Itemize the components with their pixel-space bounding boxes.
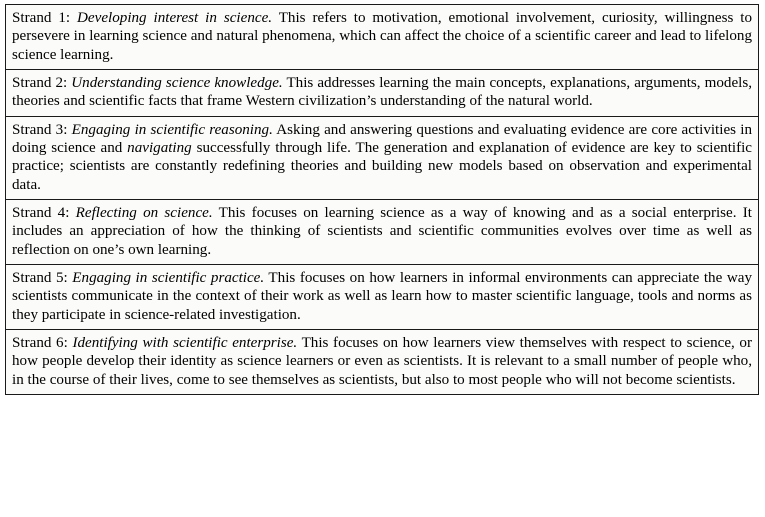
table-row <box>6 69 759 116</box>
strand-title-5: Engaging in scientific practice. <box>72 269 265 286</box>
strands-table-body <box>6 5 759 395</box>
strand-label-5: Strand 5: <box>12 269 68 286</box>
strand-cell-3 <box>6 116 759 199</box>
strand-cell-5 <box>6 264 759 329</box>
strand-title-3: Engaging in scientific reasoning. <box>71 121 273 138</box>
strand-body-b-3: successfully through life. The generation and explanation of evidence are key to scientific practice; scientists are constantly redefining theories and building new models based on observation and experimental data. <box>12 139 753 193</box>
strand-cell-1 <box>6 5 759 70</box>
strand-cell-4 <box>6 199 759 264</box>
strand-title-4: Reflecting on science. <box>75 204 213 221</box>
strand-label-3: Strand 3: <box>12 121 68 138</box>
table-row <box>6 264 759 329</box>
table-row <box>6 116 759 199</box>
strand-body-a-5: This focuses on how learners in informal environments can appreciate the way scientists communicate in the context of their work as well as learn how to master scientific language, tools and norms as they participate in science-related investigation. <box>12 269 753 323</box>
table-row <box>6 329 759 394</box>
strand-body-a-3: Asking and answering questions and evaluating evidence are core activities in doing science and <box>12 121 752 156</box>
strand-body-a-2: This addresses learning the main concepts, explanations, arguments, models, theories and scientific facts that frame Western civilization’s understanding of the natural world. <box>12 74 753 110</box>
strands-table <box>5 4 759 395</box>
strand-label-2: Strand 2: <box>12 74 68 91</box>
strand-title-6: Identifying with scientific enterprise. <box>72 334 298 351</box>
table-row <box>6 199 759 264</box>
table-row <box>6 5 759 70</box>
strand-body-a-4: This focuses on learning science as a way of knowing and as a social enterprise. It includes an appreciation of how the thinking of scientists and scientific communities evolves over time as well as reflection on one’s own learning. <box>12 204 752 258</box>
strand-body-a-6: This focuses on how learners view themselves with respect to science, or how people develop their identity as science learners or even as scientists. It is relevant to a small number of people who, in the course of their lives, come to see themselves as scientists, but also to most people who will not become scientists. <box>12 334 752 388</box>
strand-title-2: Understanding science knowledge. <box>71 74 283 91</box>
strand-body-a-1: This refers to motivation, emotional involvement, curiosity, willingness to persevere in learning science and natural phenomena, which can affect the choice of a scientific career and lead to lifelong science learning. <box>12 10 752 63</box>
strand-label-1: Strand 1: <box>12 10 71 26</box>
strand-label-4: Strand 4: <box>12 204 70 221</box>
strand-label-6: Strand 6: <box>12 334 68 351</box>
strand-emphasis-3: navigating <box>127 139 192 156</box>
strand-title-1: Developing interest in science. <box>77 10 273 26</box>
strand-cell-6 <box>6 329 759 394</box>
strand-cell-2 <box>6 69 759 116</box>
